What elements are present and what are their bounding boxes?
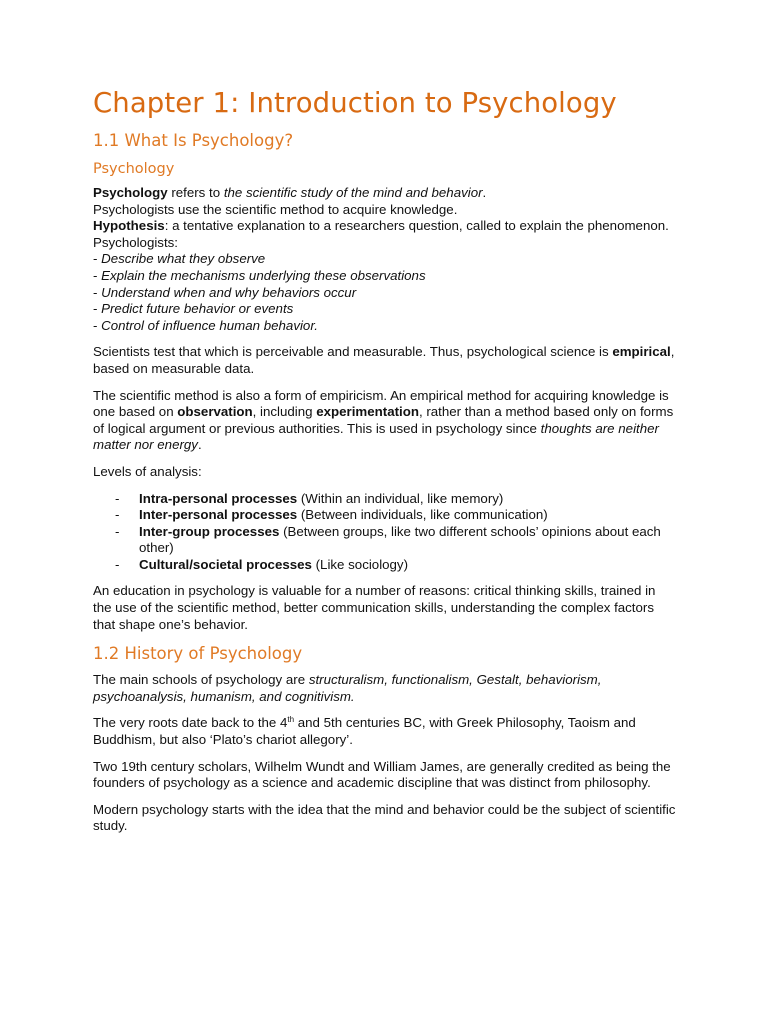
- definition-line: [93, 185, 677, 202]
- schools-list: structuralism, functionalism, Gestalt, behaviorism, psychoanalysis, humanism, and cognitivism.: [93, 672, 602, 704]
- psychologists-item: - Describe what they observe: [93, 251, 266, 267]
- founders-paragraph: Two 19th century scholars, Wilhelm Wundt and William James, are generally credited as being the founders of psychology as a science and academic discipline that was distinct from philosophy.: [93, 758, 671, 791]
- levels-list: [93, 491, 677, 574]
- schools-paragraph: The main schools of psychology are structuralism, functionalism, Gestalt, behaviorism, psychoanalysis, humanism, and cognitivism.: [93, 672, 602, 704]
- section-title-what-is-psychology: 1.1 What Is Psychology?: [93, 131, 294, 150]
- education-paragraph: An education in psychology is valuable for a number of reasons: critical thinking skills, trained in the use of the scientific method, better communication skills, understanding the complex factors that shape one’s behavior.: [93, 583, 656, 632]
- hypothesis-text: : a tentative explanation to a researchers question, called to explain the phenomenon.: [164, 218, 669, 234]
- definition-term: Psychology: [93, 185, 168, 200]
- experimentation-term: experimentation: [316, 404, 419, 420]
- roots-paragraph: The very roots date back to the 4th and 5th centuries BC, with Greek Philosophy, Taoism and Buddhism, but also ‘Plato’s chariot allegory’.: [93, 715, 636, 748]
- thoughts-phrase: thoughts are neither matter nor energy: [93, 420, 659, 453]
- levels-list-item: - Inter-group processes (Between groups, like two different schools’ opinions about each other): [115, 523, 661, 556]
- definition-connector: refers to: [167, 185, 224, 200]
- psychologists-intro: Psychologists:: [93, 234, 178, 250]
- hypothesis-line: [93, 218, 677, 235]
- hypothesis-term: Hypothesis: [93, 218, 165, 234]
- psychologists-item: - Predict future behavior or events: [93, 301, 294, 317]
- empirical-paragraph: Scientists test that which is perceivable and measurable. Thus, psychological science is empirical, based on measurable data.: [93, 344, 675, 376]
- chapter-title: Chapter 1: Introduction to Psychology: [93, 87, 617, 119]
- levels-list-item: - Inter-personal processes (Between individuals, like communication): [115, 507, 548, 523]
- scientific-method-paragraph: The scientific method is also a form of empiricism. An empirical method for acquiring knowledge is one based on observation, including experimentation, rather than a method based only on forms of logical argument or previous authorities. This is used in psychology since thoughts are neither matter nor energy.: [93, 387, 674, 453]
- psychologists-item: - Explain the mechanisms underlying these observations: [93, 267, 426, 283]
- modern-paragraph: Modern psychology starts with the idea that the mind and behavior could be the subject of scientific study.: [93, 801, 676, 834]
- method-line: Psychologists use the scientific method to acquire knowledge.: [93, 201, 458, 217]
- definition-block: [93, 185, 677, 334]
- subsection-title-psychology: Psychology: [93, 161, 175, 177]
- observation-term: observation: [177, 404, 253, 420]
- document-content: [93, 84, 677, 845]
- levels-intro: Levels of analysis:: [93, 463, 202, 479]
- psychologists-item: - Understand when and why behaviors occur: [93, 284, 357, 300]
- section-title-history: 1.2 History of Psychology: [93, 644, 303, 664]
- definition-text: the scientific study of the mind and behavior: [223, 185, 483, 200]
- levels-list-item: - Cultural/societal processes (Like sociology): [115, 556, 409, 572]
- empirical-term: empirical: [612, 344, 671, 360]
- psychologists-item: - Control of influence human behavior.: [93, 317, 318, 333]
- definition-period: .: [482, 185, 487, 200]
- levels-list-item: - Intra-personal processes (Within an individual, like memory): [115, 490, 504, 506]
